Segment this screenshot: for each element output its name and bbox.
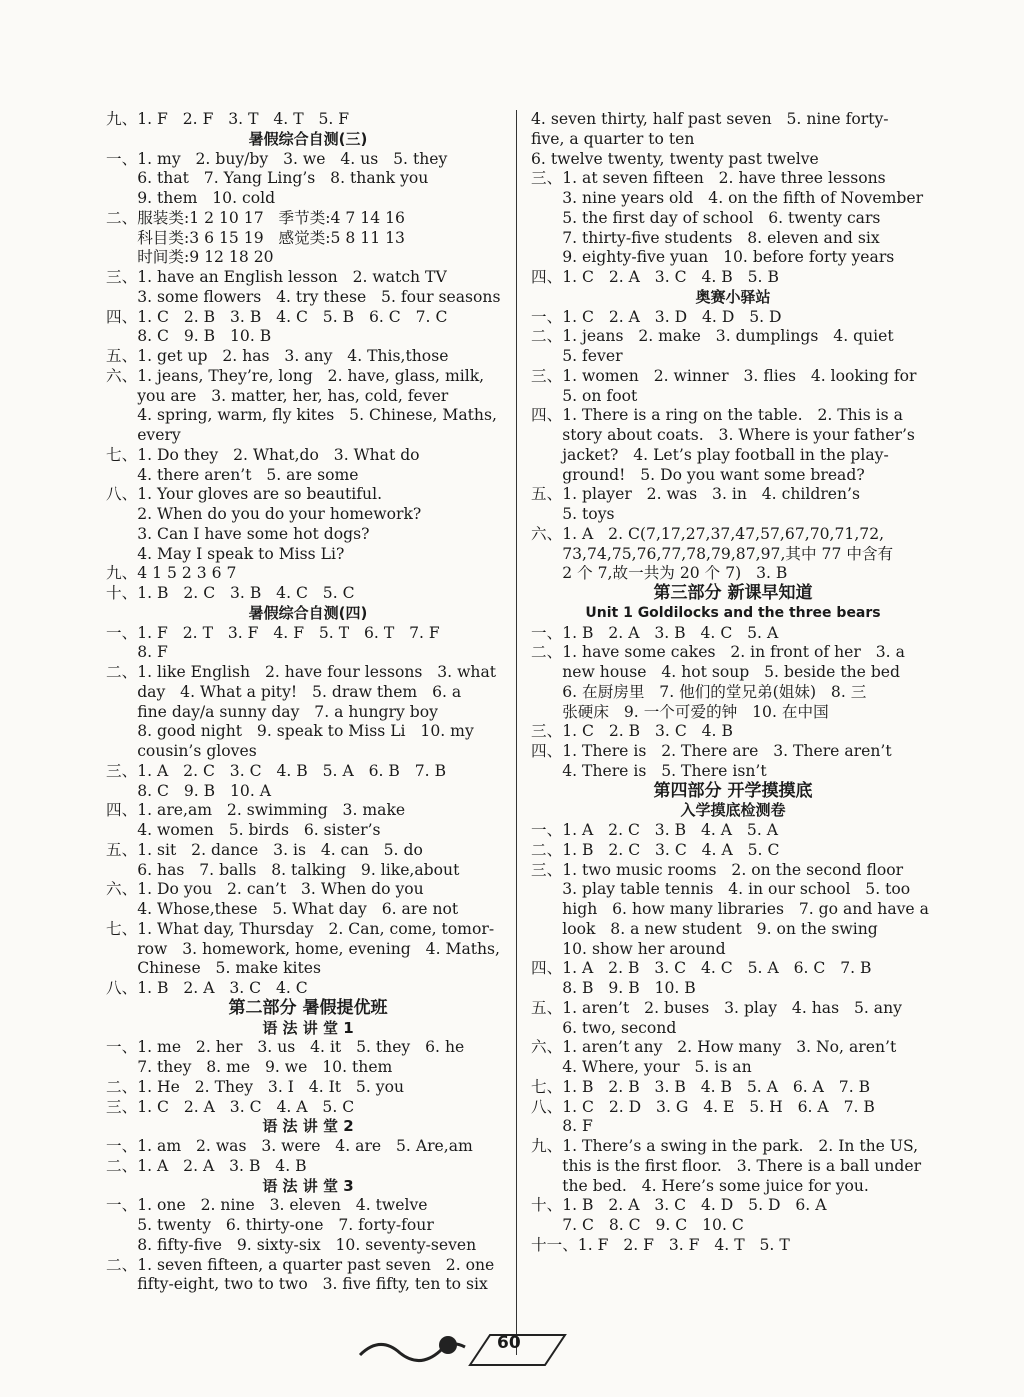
question-number: 六、 <box>106 366 138 385</box>
question-number: 二、 <box>531 643 563 662</box>
question-number: 四、 <box>531 959 563 978</box>
answer-row <box>106 446 510 486</box>
answer-row <box>531 1236 935 1256</box>
question-number: 一、 <box>106 149 138 168</box>
answer-row <box>531 1038 935 1078</box>
answer-row <box>106 1078 510 1098</box>
answer-row <box>106 841 510 881</box>
section-heading: Unit 1 Goldilocks and the three bears <box>585 604 881 621</box>
question-number: 十、 <box>106 584 138 602</box>
answer-text: 1. two music rooms 2. on the second floor 3. play table tennis 4. in our school 5. too high 6. how many libraries 7. go and have a look 8. a new student 9. on the swing 10. show her around <box>562 860 929 958</box>
question-number: 九、 <box>106 564 138 583</box>
question-number: 一、 <box>531 623 563 642</box>
question-number: 五、 <box>106 840 138 859</box>
question-number: 三、 <box>531 169 563 188</box>
answer-text: 1. have an English lesson 2. watch TV 3. some flowers 4. try these 5. four seasons <box>137 268 501 306</box>
answer-row <box>106 367 510 446</box>
answer-text: 1. A 2. C 3. C 4. B 5. A 6. B 7. B 8. C 9. B 10. A <box>137 761 447 800</box>
answer-row <box>106 762 510 802</box>
answer-row <box>106 1256 510 1296</box>
answer-text: 1. at seven fifteen 2. have three lessons 3. nine years old 4. on the fifth of November 5. the first day of school 6. twenty cars 7. thirty-five students 8. eleven and six 9. eighty-five yuan 10. before forty years <box>562 169 924 267</box>
answer-row <box>106 584 510 604</box>
answer-text: 1. sit 2. dance 3. is 4. can 5. do 6. has 7. balls 8. talking 9. like,about <box>137 840 460 879</box>
answer-row <box>531 1196 935 1236</box>
answer-text: 1. C 2. B 3. C 4. B <box>562 722 733 741</box>
answer-text: 1. aren’t any 2. How many 3. No, aren’t 4. Where, your 5. is an <box>562 1038 897 1076</box>
question-number: 二、 <box>106 208 138 227</box>
answer-text: 1. B 2. A 3. B 4. C 5. A <box>562 623 779 642</box>
question-number: 五、 <box>531 485 563 504</box>
answer-row <box>106 920 510 979</box>
section-heading: 暑假综合自测(四) <box>248 603 368 622</box>
answer-row <box>531 485 935 525</box>
answer-text: 1. Do you 2. can’t 3. When do you 4. Whose,these 5. What day 6. are not <box>137 880 459 918</box>
answer-row <box>531 999 935 1039</box>
answer-text: 1. There’s a swing in the park. 2. In the US, this is the first floor. 3. There is a ball under the bed. 4. Here’s some juice for you. <box>562 1137 922 1195</box>
question-number: 八、 <box>531 1097 563 1116</box>
answer-row <box>106 209 510 268</box>
question-number: 三、 <box>106 761 138 780</box>
section-heading: 语 法 讲 堂 1 <box>262 1018 354 1037</box>
answer-row <box>531 861 935 960</box>
section-heading: 语 法 讲 堂 3 <box>262 1176 354 1195</box>
question-number: 五、 <box>106 347 138 365</box>
answer-text: 1. B 2. A 3. C 4. D 5. D 6. A 7. C 8. C 9. C 10. C <box>562 1196 827 1234</box>
question-number: 十一、 <box>531 1235 578 1254</box>
section-heading: 奥赛小驿站 <box>695 287 771 306</box>
answer-row <box>106 1038 510 1078</box>
answer-text: 1. jeans, They’re, long 2. have, glass, milk, you are 3. matter, her, has, cold, fever 4. spring, warm, fly kites 5. Chinese, Maths, every <box>137 366 497 444</box>
question-number: 十、 <box>531 1196 563 1215</box>
question-number: 二、 <box>106 1077 138 1096</box>
answer-row <box>531 722 935 742</box>
answer-row <box>531 959 935 999</box>
question-number: 一、 <box>106 1137 138 1155</box>
answer-text: 1. There is 2. There are 3. There aren’t 4. There is 5. There isn’t <box>562 742 892 780</box>
question-number: 二、 <box>531 840 563 859</box>
question-number: 四、 <box>106 801 138 820</box>
question-number: 二、 <box>106 1156 138 1175</box>
section-heading: 第四部分 开学摸摸底 <box>653 780 813 801</box>
answer-text: 1. am 2. was 3. were 4. are 5. Are,am <box>137 1137 473 1155</box>
question-number: 四、 <box>106 307 138 326</box>
section-heading: 第三部分 新课早知道 <box>653 583 813 603</box>
answer-text: 1. B 2. C 3. B 4. C 5. C <box>137 584 355 602</box>
answer-text: 1. A 2. C(7,17,27,37,47,57,67,70,71,72, 73,74,75,76,77,78,79,87,97,其中 77 中含有 2 个 7,故一共为 20 个 7) 3. B <box>562 524 894 583</box>
answer-row <box>106 801 510 841</box>
answer-text: 1. my 2. buy/by 3. we 4. us 5. they 6. that 7. Yang Ling’s 8. thank you 9. them 10. cold <box>137 149 448 207</box>
question-number: 五、 <box>531 998 563 1017</box>
answer-text: 1. He 2. They 3. I 4. It 5. you <box>137 1077 404 1096</box>
answer-text: 1. B 2. C 3. C 4. A 5. C <box>562 840 780 859</box>
answer-row <box>531 110 935 169</box>
answer-text: 1. aren’t 2. buses 3. play 4. has 5. any 6. two, second <box>562 998 902 1037</box>
answer-text: 1. get up 2. has 3. any 4. This,those <box>137 347 449 365</box>
answer-text: 4. seven thirty, half past seven 5. nine forty- five, a quarter to ten 6. twelve twenty, twenty past twelve <box>531 110 889 168</box>
answer-text: 1. C 2. A 3. C 4. B 5. B <box>562 268 779 286</box>
section-heading: 暑假综合自测(三) <box>248 129 368 148</box>
question-number: 四、 <box>531 406 563 425</box>
answer-row <box>106 624 510 664</box>
answer-row <box>531 1078 935 1098</box>
answer-row <box>531 821 935 841</box>
question-number: 三、 <box>106 268 138 286</box>
answer-row <box>531 525 935 584</box>
answer-text: 1. seven fifteen, a quarter past seven 2. one fifty-eight, two to two 3. five fifty, ten to six <box>137 1255 495 1294</box>
answer-text: 4 1 5 2 3 6 7 <box>137 564 237 583</box>
answer-text: 服装类:1 2 10 17 季节类:4 7 14 16 科目类:3 6 15 19 感觉类:5 8 11 13 时间类:9 12 18 20 <box>137 208 405 267</box>
question-number: 四、 <box>531 268 563 286</box>
answer-text: 1. C 2. A 3. C 4. A 5. C <box>137 1097 355 1116</box>
question-number: 三、 <box>106 1097 138 1116</box>
question-number: 三、 <box>531 722 563 741</box>
answer-text: 1. What day, Thursday 2. Can, come, tomor- row 3. homework, home, evening 4. Maths, Chinese 5. make kites <box>137 919 501 978</box>
answer-row <box>106 485 510 564</box>
answer-row <box>106 268 510 308</box>
answer-text: 1. There is a ring on the table. 2. This is a story about coats. 3. Where is your father’s jacket? 4. Let’s play football in the play- ground! 5. Do you want some bread? <box>562 406 915 484</box>
answer-row <box>531 624 935 644</box>
answer-text: 1. A 2. B 3. C 4. C 5. A 6. C 7. B 8. B 9. B 10. B <box>562 959 872 997</box>
answer-row <box>531 643 935 722</box>
question-number: 一、 <box>106 623 138 642</box>
answer-row <box>106 110 510 130</box>
answer-row <box>106 1098 510 1118</box>
section-heading: 入学摸底检测卷 <box>680 801 786 820</box>
answer-row <box>531 406 935 485</box>
section-heading: 语 法 讲 堂 2 <box>262 1117 354 1136</box>
question-number: 二、 <box>531 327 563 346</box>
answer-row <box>531 268 935 288</box>
answer-text: 1. C 2. A 3. D 4. D 5. D <box>562 307 782 326</box>
question-number: 七、 <box>106 919 138 938</box>
answer-row <box>531 1137 935 1196</box>
question-number: 二、 <box>106 1255 138 1274</box>
answer-text: 1. C 2. D 3. G 4. E 5. H 6. A 7. B 8. F <box>562 1097 875 1136</box>
answer-text: 1. C 2. B 3. B 4. C 5. B 6. C 7. C 8. C 9. B 10. B <box>137 307 448 346</box>
answer-row <box>106 979 510 999</box>
answer-row <box>531 1098 935 1138</box>
answer-text: 1. F 2. F 3. T 4. T 5. F <box>137 110 350 128</box>
question-number: 六、 <box>531 524 563 543</box>
question-number: 八、 <box>106 979 138 997</box>
question-number: 七、 <box>106 445 138 464</box>
question-number: 六、 <box>106 880 138 899</box>
answer-row <box>531 169 935 268</box>
question-number: 一、 <box>531 821 563 839</box>
answer-row <box>106 564 510 584</box>
answer-text: 1. F 2. F 3. F 4. T 5. T <box>577 1235 790 1254</box>
answer-text: 1. women 2. winner 3. flies 4. looking for 5. on foot <box>562 366 917 405</box>
answer-text: 1. B 2. B 3. B 4. B 5. A 6. A 7. B <box>562 1077 871 1096</box>
question-number: 二、 <box>106 663 138 681</box>
answer-row <box>531 367 935 407</box>
answer-text: 1. player 2. was 3. in 4. children’s 5. toys <box>562 485 861 523</box>
answer-row <box>106 1157 510 1177</box>
answer-row <box>106 308 510 348</box>
answer-text: 1. Do they 2. What,do 3. What do 4. there aren’t 5. are some <box>137 445 420 484</box>
answer-text: 1. me 2. her 3. us 4. it 5. they 6. he 7. they 8. me 9. we 10. them <box>137 1038 465 1076</box>
left-column <box>106 110 510 1295</box>
answer-row <box>106 1196 510 1255</box>
answer-text: 1. jeans 2. make 3. dumplings 4. quiet 5. fever <box>562 327 894 365</box>
answer-row <box>531 327 935 367</box>
section-heading: 第二部分 暑假提优班 <box>228 997 388 1018</box>
question-number: 六、 <box>531 1038 563 1057</box>
answer-row <box>106 663 510 762</box>
answer-text: 1. are,am 2. swimming 3. make 4. women 5. birds 6. sister’s <box>137 801 406 839</box>
question-number: 一、 <box>106 1038 138 1057</box>
answer-text: 1. one 2. nine 3. eleven 4. twelve 5. twenty 6. thirty-one 7. forty-four 8. fifty-five 9. sixty-six 10. seventy-seven <box>137 1196 477 1254</box>
answer-text: 1. have some cakes 2. in front of her 3. a new house 4. hot soup 5. beside the bed 6. 在厨房里 7. 他们的堂兄弟(姐妹) 8. 三 张硬床 9. 一个可爱的钟 10. 在中国 <box>562 643 905 721</box>
right-column <box>531 110 935 1256</box>
answer-row <box>106 347 510 367</box>
answer-row <box>106 150 510 209</box>
answer-text: 1. Your gloves are so beautiful. 2. When do you do your homework? 3. Can I have some hot dogs? 4. May I speak to Miss Li? <box>137 485 422 563</box>
answer-text: 1. A 2. C 3. B 4. A 5. A <box>562 821 779 839</box>
answer-row <box>531 308 935 328</box>
question-number: 四、 <box>531 742 563 760</box>
answer-row <box>106 1137 510 1157</box>
question-number: 七、 <box>531 1077 563 1096</box>
footer-decoration <box>350 1325 570 1375</box>
answer-text: 1. like English 2. have four lessons 3. what day 4. What a pity! 5. draw them 6. a fine day/a sunny day 7. a hungry boy 8. good night 9. speak to Miss Li 10. my cousin’s gloves <box>137 663 497 760</box>
answer-row <box>106 880 510 920</box>
page-number: 60 <box>497 1333 521 1353</box>
column-divider <box>516 110 517 1355</box>
question-number: 八、 <box>106 485 138 504</box>
question-number: 三、 <box>531 366 563 385</box>
question-number: 一、 <box>531 307 563 326</box>
answer-text: 1. B 2. A 3. C 4. C <box>137 979 308 997</box>
question-number: 九、 <box>106 110 138 128</box>
question-number: 一、 <box>106 1196 138 1215</box>
answer-text: 1. A 2. A 3. B 4. B <box>137 1156 307 1175</box>
question-number: 三、 <box>531 860 563 879</box>
answer-row <box>531 841 935 861</box>
answer-text: 1. F 2. T 3. F 4. F 5. T 6. T 7. F 8. F <box>137 623 440 662</box>
question-number: 九、 <box>531 1137 563 1155</box>
answer-row <box>531 742 935 782</box>
